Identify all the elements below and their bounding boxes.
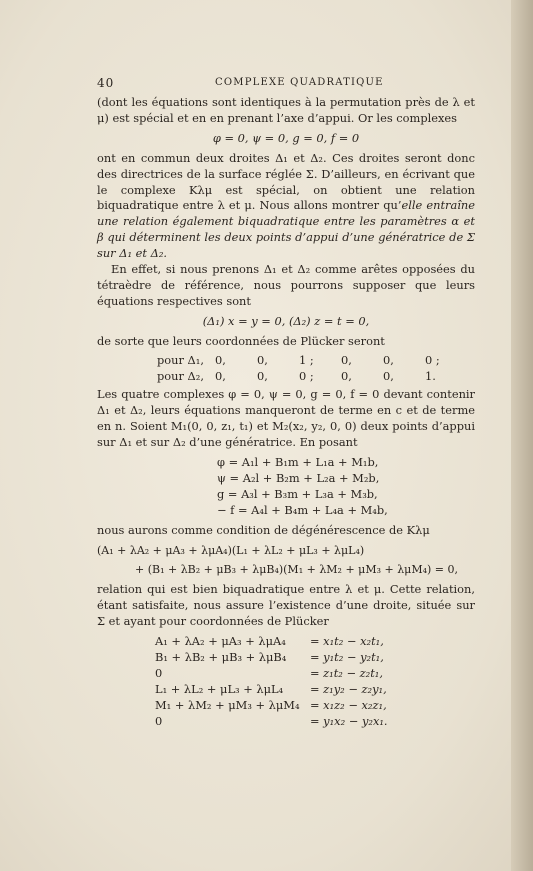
paragraph [97,151,475,262]
equation-rhs: = y₁x₂ − y₂x₁. [310,713,388,728]
equation-rhs: = x₁z₂ − x₂z₁, [310,697,387,712]
page-header [97,76,472,92]
table-row [157,369,475,385]
paragraph: Les quatre complexes φ = 0, ψ = 0, g = 0, f = 0 devant contenir Δ₁ et Δ₂, leurs équations manqueront de terme en c et de terme en n. Soient M₁(0, 0, z₁, t₁) et M₂(x₂, y₂, 0, 0) deux points d’appui sur Δ₁ et sur Δ₂ d’une génératrice. En posant [97,387,475,450]
equation-line: − f = A₄l + B₄m + L₄a + M₄b, [217,502,388,517]
equation-line [155,634,475,650]
equation: φ = 0, ψ = 0, g = 0, f = 0 [212,130,360,145]
equation-line [155,682,475,698]
equation-rhs: = z₁t₂ − z₂t₁, [310,665,383,680]
table-cell: 0 ; [299,368,314,383]
table-cell: pour Δ₁, [157,352,204,367]
table-cell: pour Δ₂, [157,368,204,383]
equation-line [155,698,475,714]
paragraph: (dont les équations sont identiques à la permutation près de λ et μ) est spécial et en en prenant l’axe d’appui. Or les complexes [97,95,475,125]
equation-line: ψ = A₂l + B₂m + L₂a + M₂b, [217,470,380,485]
coordinates-table [157,353,475,385]
equation-line [155,714,475,730]
equation-lhs: A₁ + λA₂ + μA₃ + λμA₄ [155,634,286,649]
equation-lhs: 0 [155,713,163,728]
equation-line: g = A₃l + B₃m + L₃a + M₃b, [217,486,378,501]
equation: (Δ₁) x = y = 0, (Δ₂) z = t = 0, [202,313,370,328]
paragraph: de sorte que leurs coordonnées de Plücker seront [97,333,385,348]
table-cell: 0, [257,368,268,383]
table-cell: 0, [257,352,268,367]
page-body [97,95,475,734]
paragraph-text: ont en commun deux droites Δ₁ et Δ₂. Ces droites seront donc des directrices de la surface réglée Σ. D’ailleurs, en écrivant que le complexe Kλμ est spécial, on obtient une relation biquadratique entre λ et μ. Nous allons montrer qu’ [97,150,475,213]
running-title: COMPLEXE QUADRATIQUE [215,77,384,88]
table-cell: 0, [341,368,352,383]
equation-system [217,455,475,519]
page-number: 40 [97,76,115,90]
equation-line [155,666,475,682]
equation-lhs: 0 [155,665,163,680]
table-cell: 0, [341,352,352,367]
paragraph: En effet, si nous prenons Δ₁ et Δ₂ comme arêtes opposées du tétraèdre de référence, nous pourrons supposer que leurs équations respectives sont [97,262,475,308]
table-cell: 0 ; [425,352,440,367]
equation-line: (A₁ + λA₂ + μA₃ + λμA₄)(L₁ + λL₂ + μL₃ + λμL₄) [97,543,365,557]
table-cell: 0, [383,368,394,383]
table-cell: 0, [383,352,394,367]
equation-line [155,650,475,666]
table-row [157,353,475,369]
equation-lhs: B₁ + λB₂ + μB₃ + λμB₄ [155,650,287,664]
table-cell: 1 ; [299,352,314,367]
equation-rhs: = y₁t₂ − y₂t₁, [310,650,384,664]
italic-statement: elle entraîne une relation également biquadratique entre les paramètres α et β qui déterminent les deux points d’appui d’une génératrice de Σ sur Δ₁ et Δ₂. [97,198,475,261]
equation-rhs: = z₁y₂ − z₂y₁, [310,681,387,696]
equation-lhs: M₁ + λM₂ + μM₃ + λμM₄ [155,697,300,712]
equation-line: φ = A₁l + B₁m + L₁a + M₁b, [217,455,379,470]
paragraph: nous aurons comme condition de dégénérescence de Kλμ [97,522,430,537]
equation-rhs: = x₁t₂ − x₂t₁, [310,634,384,649]
table-cell: 0, [215,352,226,367]
paragraph: relation qui est bien biquadratique entre λ et μ. Cette relation, étant satisfaite, nous assure l’existence d’une droite, située sur Σ et ayant pour coordonnées de Plücker [97,582,475,629]
equation-lhs: L₁ + λL₂ + μL₃ + λμL₄ [155,681,284,696]
book-spine-shadow [511,0,533,871]
table-cell: 1. [425,368,436,383]
plucker-system [155,634,475,729]
equation-line: + (B₁ + λB₂ + μB₃ + λμB₄)(M₁ + λM₂ + μM₃ + λμM₄) = 0, [135,563,458,577]
table-cell: 0, [215,368,226,383]
